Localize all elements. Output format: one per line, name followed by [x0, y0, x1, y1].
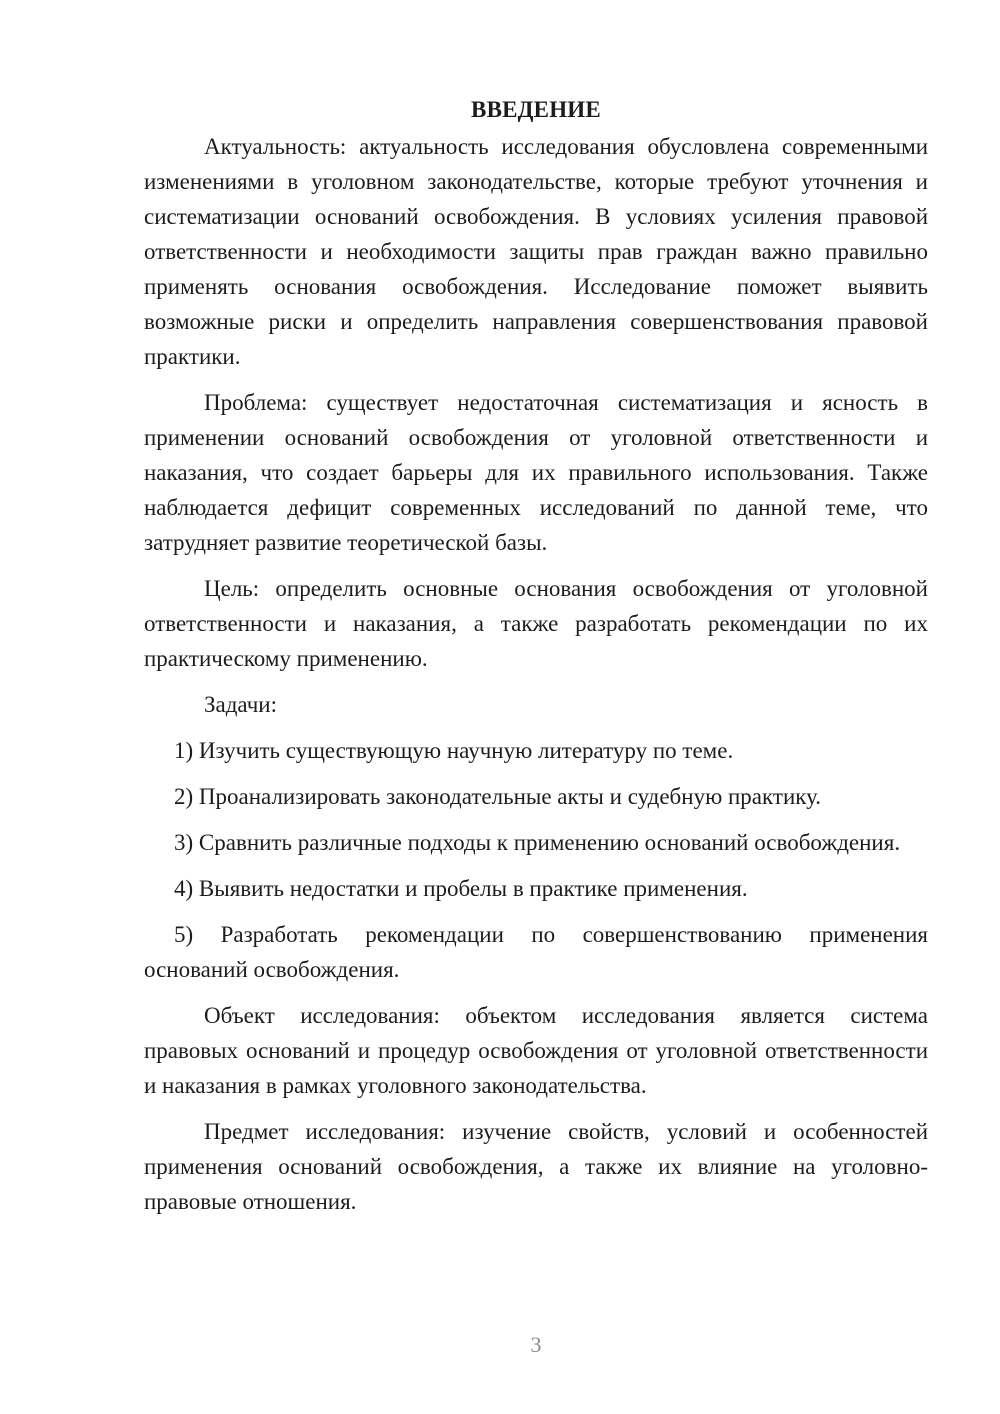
page-number: 3: [530, 1332, 542, 1357]
paragraph-goal: Цель: определить основные основания освобождения от уголовной ответственности и наказания, а также разработать рекомендации по их практическому применению.: [144, 576, 928, 671]
section-title: ВВЕДЕНИЕ: [471, 97, 601, 122]
paragraph-subject: Предмет исследования: изучение свойств, условий и особенностей применения оснований освобождения, а также их влияние на уголовно-правовые отношения.: [144, 1119, 928, 1214]
task-item-1: 1) Изучить существующую научную литературу по теме.: [174, 738, 734, 763]
paragraph-relevance: Актуальность: актуальность исследования обусловлена современными изменениями в уголовном законодательстве, которые требуют уточнения и систематизации оснований освобождения. В условиях усиления правовой ответственности и необходимости защиты прав граждан важно правильно применять основания освобождения. Исследование поможет выявить возможные риски и определить направления совершенствования правовой практики.: [144, 134, 928, 369]
paragraph-problem: Проблема: существует недостаточная систематизация и ясность в применении оснований освобождения от уголовной ответственности и наказания, что создает барьеры для их правильного использования. Также наблюдается дефицит современных исследований по данной теме, что затрудняет развитие теоретической базы.: [144, 390, 928, 555]
task-item-5: 5) Разработать рекомендации по совершенствованию применения оснований освобождения.: [144, 922, 928, 982]
paragraph-object: Объект исследования: объектом исследования является система правовых оснований и процедур освобождения от уголовной ответственности и наказания в рамках уголовного законодательства.: [144, 1003, 928, 1098]
task-item-2: 2) Проанализировать законодательные акты и судебную практику.: [174, 784, 822, 809]
page-content: [144, 92, 928, 1219]
task-item-4: 4) Выявить недостатки и пробелы в практике применения.: [174, 876, 748, 901]
tasks-heading: Задачи:: [204, 692, 277, 717]
task-item-3: 3) Сравнить различные подходы к применению оснований освобождения.: [174, 830, 901, 855]
